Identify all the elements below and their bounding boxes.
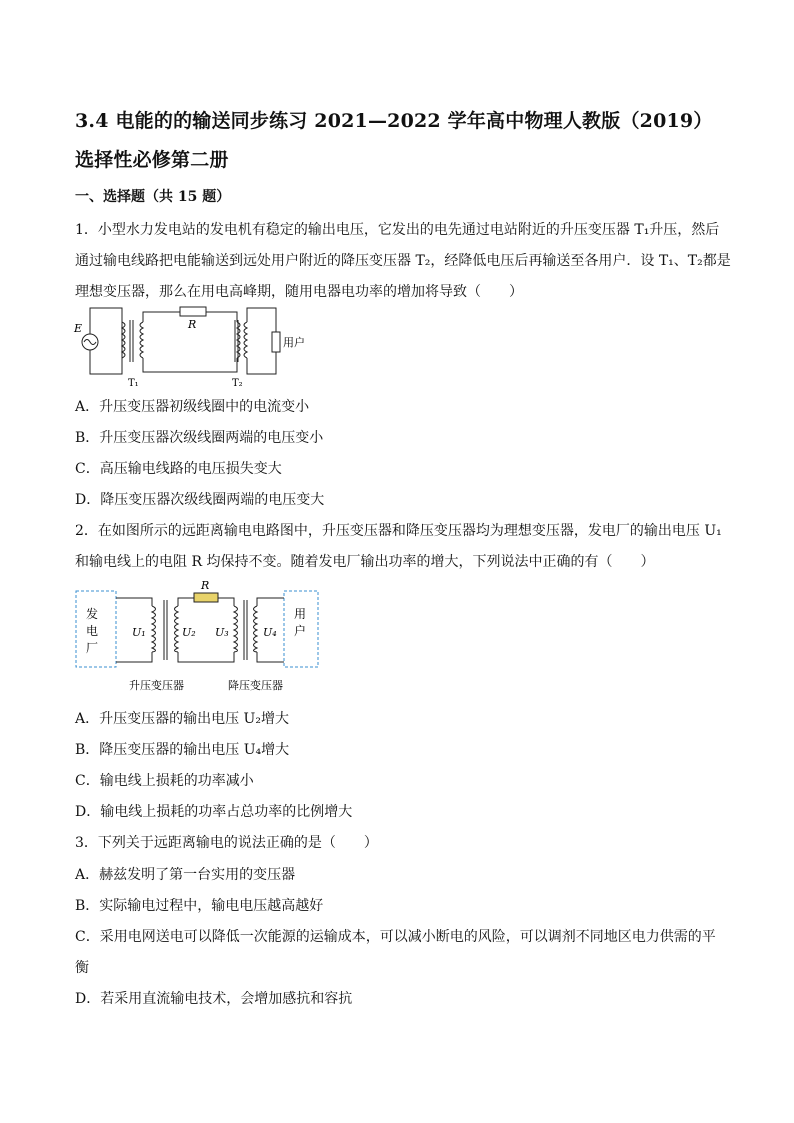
q2-plant-label-1: 发 [86,607,99,621]
q1-option-d: D．降压变压器次级线圈两端的电压变大 [75,492,325,508]
q1-stem-line-2: 通过输电线路把电能输送到远处用户附近的降压变压器 T₂，经降低电压后再输送至各用户．设 T₁、T₂都是 [75,253,731,269]
q1-stem-line-1: 1．小型水力发电站的发电机有稳定的输出电压，它发出的电先通过电站附近的升压变压器 T₁升压，然后 [75,222,720,238]
q3-option-b: B．实际输电过程中，输电电压越高越好 [75,898,324,914]
q1-user-label: 用户 [283,336,305,349]
section-heading: 一、选择题（共 15 题） [75,189,231,205]
document-title-line-2: 选择性必修第二册 [75,149,229,171]
q3-option-a: A．赫兹发明了第一台实用的变压器 [75,867,296,883]
q2-circuit-figure [72,576,322,696]
q2-step-up-caption: 升压变压器 [129,679,184,692]
q2-user-label-1: 用 [294,607,307,621]
q2-u1-label: U₁ [132,626,146,639]
q2-plant-label-2: 电 [86,624,99,638]
q3-option-c-line-2: 衡 [75,960,89,976]
q2-u2-label: U₂ [182,626,196,639]
q2-option-d: D．输电线上损耗的功率占总功率的比例增大 [75,804,353,820]
q1-source-label: E [74,322,83,335]
q1-circuit-figure [70,300,310,392]
q2-option-a: A．升压变压器的输出电压 U₂增大 [75,711,289,727]
q1-stem-line-3: 理想变压器，那么在用电高峰期，随用电器电功率的增加将导致（ ） [75,284,523,300]
q2-user-label-2: 户 [294,624,307,638]
q2-u4-label: U₄ [263,626,277,639]
q1-t2-label: T₂ [232,378,243,389]
q2-option-b: B．降压变压器的输出电压 U₄增大 [75,742,290,758]
q1-option-c: C．高压输电线路的电压损失变大 [75,461,282,477]
q3-stem: 3．下列关于远距离输电的说法正确的是（ ） [75,835,378,851]
q1-resistor-label: R [188,318,197,331]
q1-option-a: A．升压变压器初级线圈中的电流变小 [75,399,310,415]
document-title-line-1: 3.4 电能的的输送同步练习 2021—2022 学年高中物理人教版（2019） [75,110,713,132]
q2-plant-label-3: 厂 [86,641,99,655]
q1-t1-label: T₁ [128,378,139,389]
q2-stem-line-2: 和输电线上的电阻 R 均保持不变。随着发电厂输出功率的增大，下列说法中正确的有（ ） [75,554,655,570]
q2-resistor-label: R [201,579,210,592]
q3-option-c-line-1: C．采用电网送电可以降低一次能源的运输成本，可以减小断电的风险，可以调剂不同地区电力供需的平 [75,929,716,945]
q2-option-c: C．输电线上损耗的功率减小 [75,773,254,789]
q3-option-d: D．若采用直流输电技术，会增加感抗和容抗 [75,991,353,1007]
q2-step-down-caption: 降压变压器 [228,679,283,692]
q1-option-b: B．升压变压器次级线圈两端的电压变小 [75,430,324,446]
q2-stem-line-1: 2．在如图所示的远距离输电电路图中，升压变压器和降压变压器均为理想变压器，发电厂的输出电压 U₁ [75,523,722,539]
q2-u3-label: U₃ [215,626,229,639]
